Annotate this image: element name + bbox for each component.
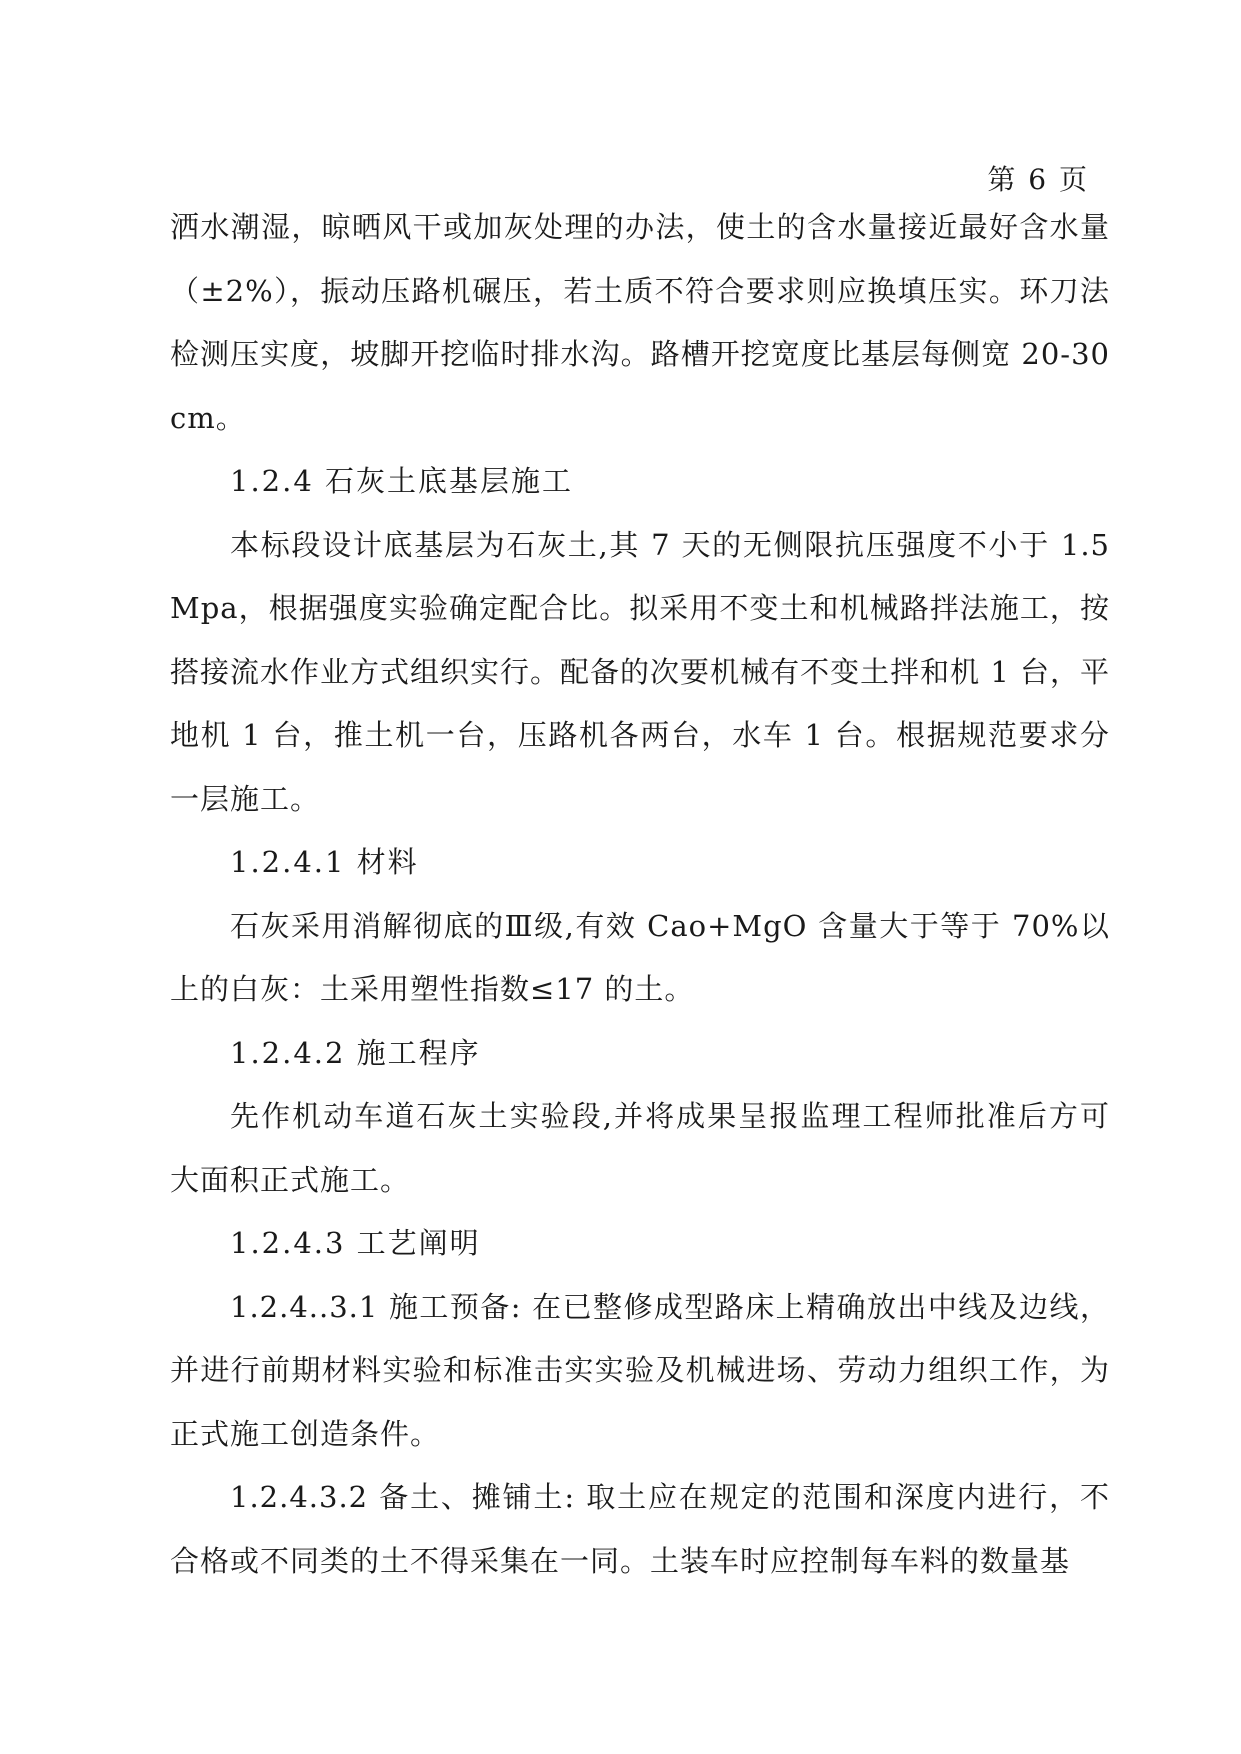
section-heading-1-2-4: 1.2.4 石灰土底基层施工	[230, 464, 574, 498]
document-body	[170, 196, 1110, 1593]
page-number: 第 6 页	[987, 163, 1089, 196]
section-heading-1-2-4-3: 1.2.4.3 工艺阐明	[230, 1226, 481, 1260]
paragraph-materials: 石灰采用消解彻底的Ⅲ级,有效 Cao+MgO 含量大于等于 70%以上的白灰：土采用塑性指数≤17 的土。	[170, 908, 1110, 1006]
paragraph-soil: 1.2.4.3.2 备土、摊铺土: 取土应在规定的范围和深度内进行，不合格或不同类的土不得采集在一同。土装车时应控制每车料的数量基	[170, 1480, 1110, 1578]
paragraph-procedure: 先作机动车道石灰土实验段,并将成果呈报监理工程师批准后方可大面积正式施工。	[170, 1099, 1110, 1197]
paragraph-design: 本标段设计底基层为石灰土,其 7 天的无侧限抗压强度不小于 1.5Mpa，根据强度实验确定配合比。拟采用不变土和机械路拌法施工，按搭接流水作业方式组织实行。配备的次要机械有不变土拌和机 1 台，平地机 1 台，推土机一台，压路机各两台，水车 1 台。根据规范要求分一层施工。	[170, 527, 1110, 816]
paragraph-preparation: 1.2.4..3.1 施工预备: 在已整修成型路床上精确放出中线及边线，并进行前期材料实验和标准击实实验及机械进场、劳动力组织工作，为正式施工创造条件。	[170, 1289, 1110, 1451]
section-heading-1-2-4-2: 1.2.4.2 施工程序	[230, 1035, 481, 1070]
section-heading-1-2-4-1: 1.2.4.1 材料	[230, 845, 419, 879]
paragraph-continued: 洒水潮湿，晾晒风干或加灰处理的办法，使土的含水量接近最好含水量（±2%），振动压路机碾压，若土质不符合要求则应换填压实。环刀法检测压实度，坡脚开挖临时排水沟。路槽开挖宽度比基层每侧宽 20-30cm。	[170, 210, 1110, 435]
